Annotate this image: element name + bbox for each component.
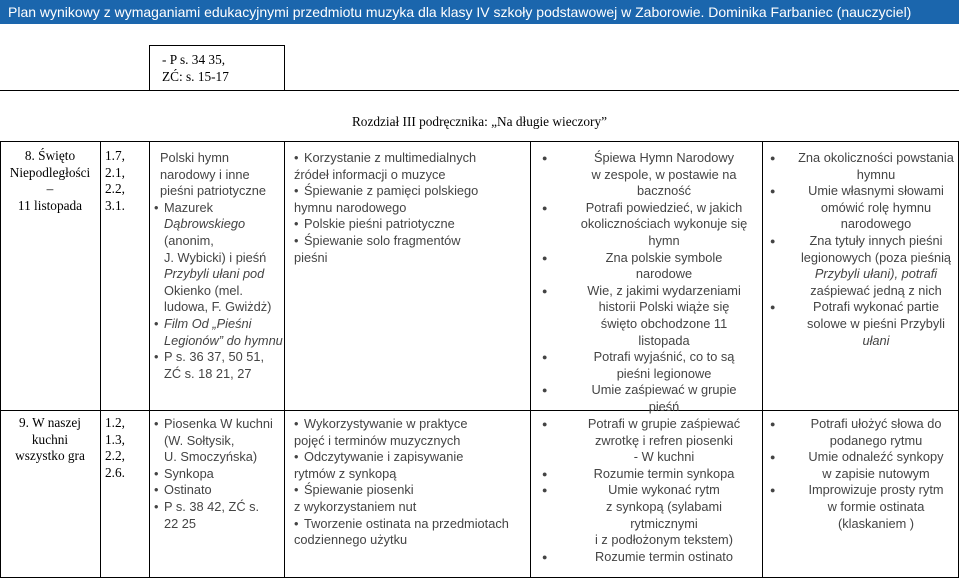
list-item [768,416,956,449]
text-line: Dąbrowskiego [164,216,246,232]
list-item [294,167,528,184]
text-line: ● Umie odnaleźć synkopy [808,449,944,465]
list-item [294,449,528,466]
text-line: hymnu narodowego [294,199,407,215]
text-line: Przybyli ułani pod [164,266,265,282]
text-line: • Synkopa [164,465,214,481]
text-line: pieśni [294,249,328,265]
text-line: święto obchodzone 11 [600,315,728,331]
text-line: J. Wybicki) i pieśń [164,249,267,265]
row2-content [154,416,282,532]
list-item [294,532,528,549]
text-line: 8. Święto [24,148,76,163]
text-line: wszystko gra [15,448,85,464]
text-line: solowe w pieśni Przybyli [807,315,945,331]
list-item [540,549,760,566]
list-item [540,382,760,415]
list-item [294,416,528,433]
text-line: pieśni legionowe [616,365,712,381]
text-line: ● Śpiewa Hymn Narodowy [593,150,735,165]
text-line: hymn [648,232,680,248]
text-line: Rozdział III podręcznika: „Na długie wieczory” [351,114,608,129]
text-line: • Odczytywanie i zapisywanie [304,449,464,465]
text-line: ● Zna tytuły innych pieśni [809,232,943,248]
text-line: • Śpiewanie solo fragmentów [304,232,461,248]
row1-topic [2,148,98,214]
list-item [154,499,282,532]
list-item [768,183,956,233]
list-item [768,299,956,349]
text-line: rytmicznymi [630,515,698,531]
list-item [294,200,528,217]
text-line: U. Smoczyńska) [164,449,258,465]
text-line: pieśń [648,398,680,414]
text-line: podanego rytmu [829,432,923,448]
text-line: okolicznościach wykonuje się [580,216,748,232]
text-line: • Śpiewanie z pamięci polskiego [304,183,479,199]
text-line: zwrotkę i refren piosenki [595,432,733,448]
text-line: Przybyli ułani), potrafi [814,266,938,282]
text-line: Niepodległości [9,164,91,180]
text-line: ● Rozumie termin synkopa [593,465,735,481]
text-line: rytmów z synkopą [294,465,397,481]
text-line: ● Potrafi ułożyć słowa do [810,416,942,431]
text-line: z synkopą (sylabami [606,498,722,514]
text-line: ● Zna okoliczności powstania [798,150,954,165]
section-title [0,114,959,131]
list-item [768,482,956,532]
row2-topic [2,415,98,465]
text-line: ZĆ s. 18 21, 27 [164,365,252,381]
list-item [154,416,282,466]
text-line: 2.2, [105,181,125,197]
top-cell-line: - P s. 34 35, [162,52,226,67]
text-line: w formie ostinata [827,498,925,514]
text-line: • Film Od „Pieśni [164,315,252,331]
text-line: ludowa, F. Gwiżdż) [164,299,272,315]
row1-activities [294,150,528,266]
text-line: hymnu [856,166,896,182]
text-line: (klaskaniem ) [837,515,915,531]
text-line: 1.3, [105,431,125,447]
text-line: • Tworzenie ostinata na przedmiotach [304,515,509,531]
text-line: 2.2, [105,448,125,464]
text-line: (anonim, [164,232,214,248]
text-line: • P s. 36 37, 50 51, [164,349,265,365]
text-line: ● Umie wykonać rytm [608,482,720,498]
text-line: narodowego [840,216,912,232]
list-item [154,466,282,483]
text-line: zaśpiewać jedną z nich [810,282,942,298]
text-line: pieśni patriotyczne [160,183,266,199]
text-line: ● Potrafi wykonać partie [813,299,939,315]
row2-extended [768,416,956,532]
list-item [768,449,956,482]
text-line: w zapisie nutowym [822,465,930,481]
text-line: ● Potrafi wyjaśnić, co to są [593,349,735,365]
row1-basic [540,150,760,416]
row1-codes [105,148,125,214]
text-line: listopada [638,332,690,348]
text-line: – [46,181,54,197]
text-line: historii Polski wiąże się [598,299,730,315]
list-item [294,183,528,200]
text-line: ● Umie własnymi słowami [808,183,944,199]
list-item [540,466,760,483]
row2-codes [105,415,125,481]
list-item [540,482,760,548]
text-line: 2.6. [105,464,125,480]
list-item [540,250,760,283]
list-item [294,433,528,450]
text-line: 3.1. [105,197,125,213]
text-line: ● Wie, z jakimi wydarzeniami [587,282,741,298]
text-line: Okienko (mel. [164,282,243,298]
text-line: Polski hymn [160,150,229,165]
list-item [768,150,956,183]
list-item [294,466,528,483]
text-line: ułani [862,332,890,348]
text-line: • Mazurek [164,199,214,215]
list-item [540,200,760,250]
text-line: 2.1, [105,164,125,180]
text-line: ● Rozumie termin ostinato [595,548,733,564]
text-line: 9. W naszej [19,415,81,430]
text-line: narodowy i inne [160,166,250,182]
text-line: i z podłożonym tekstem) [595,532,733,548]
list-item [540,349,760,382]
text-line: źródeł informacji o muzyce [294,166,446,182]
text-line: ● Umie zaśpiewać w grupie [591,382,737,398]
row2-basic [540,416,760,565]
text-line: ● Potrafi powiedzieć, w jakich [585,199,743,215]
list-item [294,482,528,499]
text-line: baczność [636,183,692,199]
list-item [294,233,528,250]
list-item [540,416,760,466]
list-item [154,200,284,316]
text-line: 1.7, [105,148,125,163]
text-line: w zespole, w postawie na [591,166,737,182]
text-line: • Polskie pieśni patriotyczne [304,216,455,232]
list-item [540,150,760,200]
list-item [154,349,284,382]
list-item [154,316,284,349]
text-line: 22 25 [164,515,197,531]
text-line: 11 listopada [17,197,83,213]
text-line: Legionów” do hymnu [164,332,283,348]
text-line: narodowe [635,266,693,282]
text-line: 1.2, [105,415,125,430]
list-item [768,233,956,299]
text-line: ● Potrafi w grupie zaśpiewać [587,416,741,431]
text-line: - W kuchni [633,449,695,465]
text-line: legionowych (poza pieśnią [800,249,952,265]
list-item [540,283,760,349]
header-title: Plan wynikowy z wymaganiami edukacyjnymi przedmiotu muzyka dla klasy IV szkoły podstawowej w Zaborowie. Dominika Farbaniec (nauczyciel) [8,4,912,20]
row1-content [160,150,284,382]
list-item [154,482,282,499]
text-line: • Korzystanie z multimedialnych [304,150,477,165]
text-line: ● Improwizuje prosty rytm [808,482,944,498]
list-item [294,250,528,267]
top-cell-line: ZĆ: s. 15-17 [162,68,229,84]
text-line: pojęć i terminów muzycznych [294,432,461,448]
text-line: omówić rolę hymnu [820,199,932,215]
list-item [294,150,528,167]
text-line: • Śpiewanie piosenki [304,482,414,498]
list-item [294,499,528,516]
row2-activities [294,416,528,549]
row1-extended [768,150,956,349]
text-line: codziennego użytku [294,532,408,548]
text-line: (W. Sołtysik, [164,432,235,448]
text-line: • Ostinato [164,482,212,498]
text-line: z wykorzystaniem nut [294,498,417,514]
text-line: ● Zna polskie symbole [605,249,723,265]
list-item [294,216,528,233]
top-cell [162,52,229,85]
text-line: • Piosenka W kuchni [164,416,273,431]
text-line: kuchni [31,431,69,447]
list-item [294,516,528,533]
text-line: • Wykorzystywanie w praktyce [304,416,468,431]
text-line: • P s. 38 42, ZĆ s. [164,498,260,514]
